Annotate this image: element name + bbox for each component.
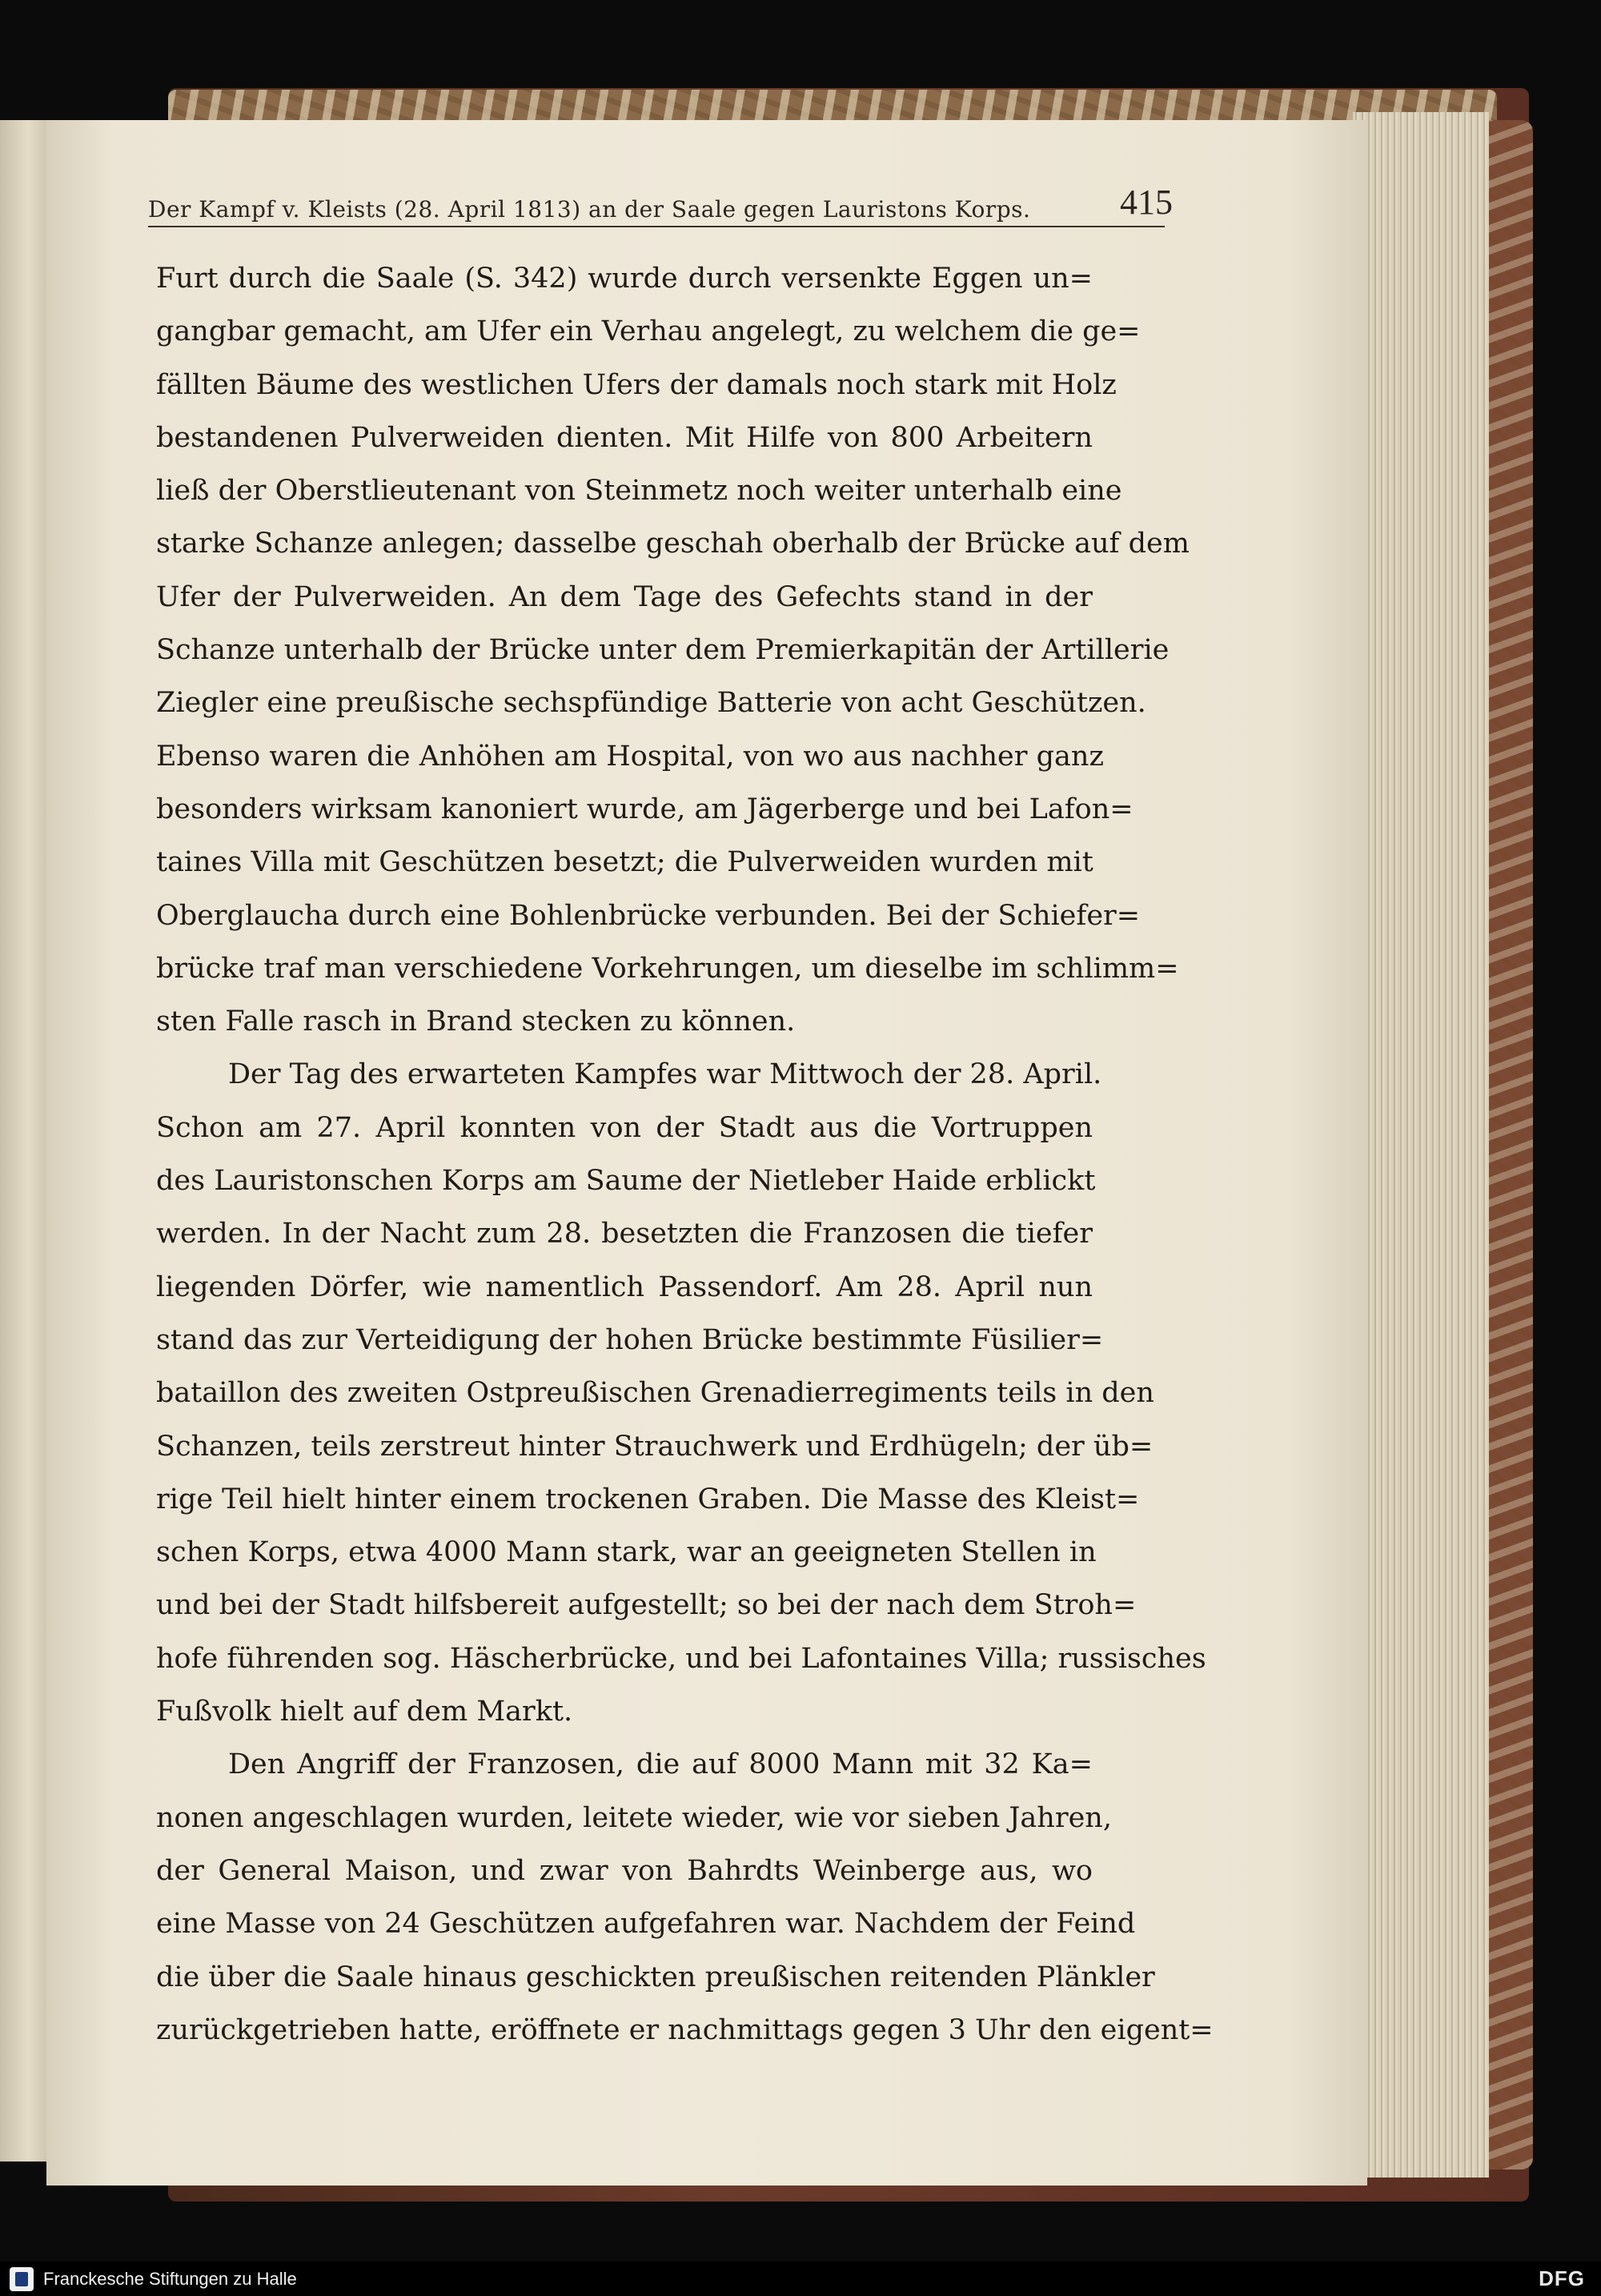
text-line: fällten Bäume des westlichen Ufers der damals noch stark mit Holz — [156, 368, 1117, 401]
facing-page-edge — [0, 120, 46, 2162]
text-line: zurückgetrieben hatte, eröffnete er nachmittags gegen 3 Uhr den eigent= — [156, 2013, 1214, 2046]
running-title: Der Kampf v. Kleists (28. April 1813) an der Saale gegen Lauristons Korps. — [148, 196, 1031, 223]
text-line: Schanze unterhalb der Brücke unter dem Premierkapitän der Artillerie — [156, 634, 1170, 667]
text-line: und bei der Stadt hilfsbereit aufgestellt; so bei der nach dem Stroh= — [156, 1589, 1137, 1622]
text-line: Fußvolk hielt auf dem Markt. — [156, 1696, 573, 1728]
text-line: der General Maison, und zwar von Bahrdts Weinberge aus, wo — [156, 1854, 1093, 1887]
text-line: bataillon des zweiten Ostpreußischen Grenadierregiments teils in den — [156, 1377, 1154, 1410]
text-line: eine Masse von 24 Geschützen aufgefahren war. Nachdem der Feind — [156, 1908, 1136, 1941]
viewer-footer — [0, 2262, 1601, 2296]
text-line: besonders wirksam kanoniert wurde, am Jägerberge und bei Lafon= — [156, 793, 1134, 825]
text-line: taines Villa mit Geschützen besetzt; die Pulverweiden wurden mit — [156, 846, 1093, 879]
text-line: Oberglaucha durch eine Bohlenbrücke verbunden. Bei der Schiefer= — [156, 899, 1141, 932]
funder-logo: DFG — [1539, 2266, 1585, 2290]
text-line: hofe führenden sog. Häscherbrücke, und bei Lafontaines Villa; russisches — [156, 1642, 1206, 1675]
text-line: schen Korps, etwa 4000 Mann stark, war an geeigneten Stellen in — [156, 1536, 1097, 1569]
page-number: 415 — [1120, 183, 1173, 222]
page-block-edges — [1353, 112, 1489, 2178]
text-line: die über die Saale hinaus geschickten preußischen reitenden Plänkler — [156, 1961, 1155, 1993]
text-line: sten Falle rasch in Brand stecken zu können. — [156, 1006, 796, 1038]
text-line: nonen angeschlagen wurden, leitete wieder, wie vor sieben Jahren, — [156, 1801, 1112, 1834]
text-line: stand das zur Verteidigung der hohen Brücke bestimmte Füsilier= — [156, 1323, 1104, 1356]
text-line: Schon am 27. April konnten von der Stadt aus die Vortruppen — [156, 1111, 1093, 1144]
body-text — [156, 252, 1214, 2057]
header-rule — [148, 226, 1165, 227]
institution-name: Franckesche Stiftungen zu Halle — [43, 2268, 297, 2289]
text-line: liegenden Dörfer, wie namentlich Passendorf. Am 28. April nun — [156, 1270, 1093, 1303]
text-line: Schanzen, teils zerstreut hinter Strauchwerk und Erdhügeln; der üb= — [156, 1430, 1154, 1463]
text-line: bestandenen Pulverweiden dienten. Mit Hilfe von 800 Arbeitern — [156, 421, 1093, 454]
text-line: Ufer der Pulverweiden. An dem Tage des Gefechts stand in der — [156, 580, 1093, 613]
text-line: Der Tag des erwarteten Kampfes war Mittwoch der 28. April. — [228, 1058, 1102, 1091]
text-line: Ziegler eine preußische sechspfündige Batterie von acht Geschützen. — [156, 687, 1146, 720]
text-line: Furt durch die Saale (S. 342) wurde durch versenkte Eggen un= — [156, 263, 1093, 295]
institution-logo-icon — [10, 2267, 34, 2291]
text-line: brücke traf man verschiedene Vorkehrungen, um dieselbe im schlimm= — [156, 952, 1179, 985]
text-line: ließ der Oberstlieutenant von Steinmetz noch weiter unterhalb eine — [156, 475, 1122, 508]
text-line: rige Teil hielt hinter einem trockenen Graben. Die Masse des Kleist= — [156, 1483, 1140, 1515]
text-line: starke Schanze anlegen; dasselbe geschah oberhalb der Brücke auf dem — [156, 528, 1190, 560]
text-line: Den Angriff der Franzosen, die auf 8000 Mann mit 32 Ka= — [228, 1748, 1093, 1781]
running-head — [148, 167, 1181, 223]
text-line: gangbar gemacht, am Ufer ein Verhau angelegt, zu welchem die ge= — [156, 315, 1141, 348]
text-line: des Lauristonschen Korps am Saume der Nietleber Haide erblickt — [156, 1165, 1096, 1198]
text-line: Ebenso waren die Anhöhen am Hospital, von wo aus nachher ganz — [156, 740, 1104, 773]
text-line: werden. In der Nacht zum 28. besetzten die Franzosen die tiefer — [156, 1218, 1093, 1250]
